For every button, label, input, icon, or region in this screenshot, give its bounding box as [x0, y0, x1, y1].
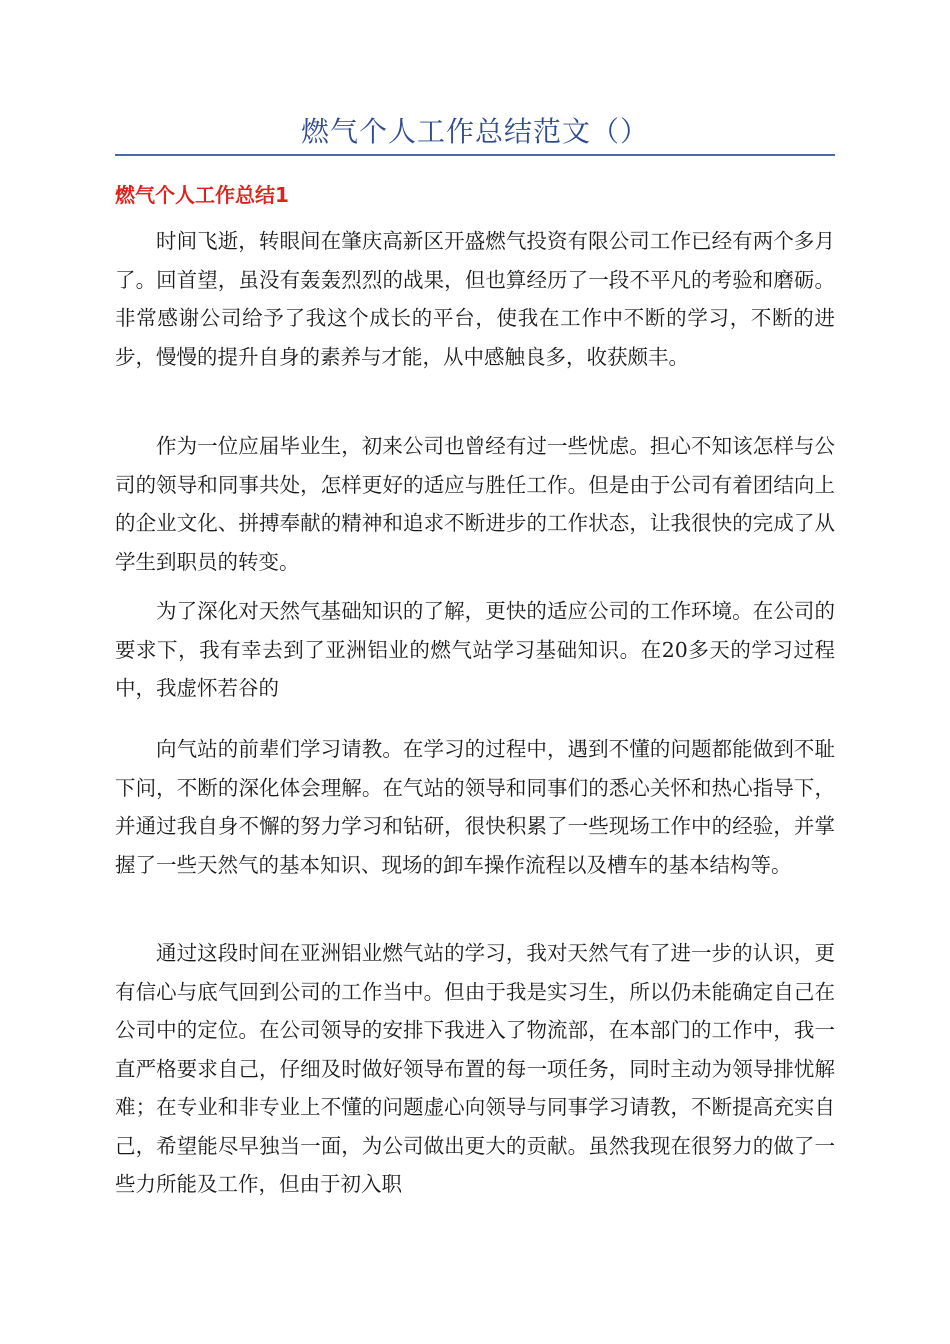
body-paragraph: 作为一位应届毕业生，初来公司也曾经有过一些忧虑。担心不知该怎样与公司的领导和同事共处，怎样更好的适应与胜任工作。但是由于公司有着团结向上的企业文化、拼搏奉献的精神和追求不断进步的工作状态，让我很快的完成了从学生到职员的转变。	[115, 434, 835, 574]
body-paragraph: 通过这段时间在亚洲铝业燃气站的学习，我对天然气有了进一步的认识，更有信心与底气回到公司的工作当中。但由于我是实习生，所以仍未能确定自己在公司中的定位。在公司领导的安排下我进入了物流部，在本部门的工作中，我一直严格要求自己，仔细及时做好领导布置的每一项任务，同时主动为领导排忧解难；在专业和非专业上不懂的问题虚心向领导与同事学习请教，不断提高充实自己，希望能尽早独当一面，为公司做出更大的贡献。虽然我现在很努力的做了一些力所能及工作，但由于初入职	[115, 941, 835, 1196]
section-heading: 燃气个人工作总结1	[115, 183, 289, 207]
body-paragraph: 向气站的前辈们学习请教。在学习的过程中，遇到不懂的问题都能做到不耻下问，不断的深化体会理解。在气站的领导和同事们的悉心关怀和热心指导下，并通过我自身不懈的努力学习和钻研，很快积累了一些现场工作中的经验，并掌握了一些天然气的基本知识、现场的卸车操作流程以及槽车的基本结构等。	[115, 737, 835, 877]
document-title: 燃气个人工作总结范文（）	[300, 115, 649, 148]
body-paragraph: 为了深化对天然气基础知识的了解，更快的适应公司的工作环境。在公司的要求下，我有幸去到了亚洲铝业的燃气站学习基础知识。在20多天的学习过程中，我虚怀若谷的	[115, 599, 835, 700]
title-underline	[115, 154, 835, 156]
body-paragraph: 时间飞逝，转眼间在肇庆高新区开盛燃气投资有限公司工作已经有两个多月了。回首望，虽没有轰轰烈烈的战果，但也算经历了一段不平凡的考验和磨砺。非常感谢公司给予了我这个成长的平台，使我在工作中不断的学习，不断的进步，慢慢的提升自身的素养与才能，从中感触良多，收获颇丰。	[115, 229, 835, 369]
